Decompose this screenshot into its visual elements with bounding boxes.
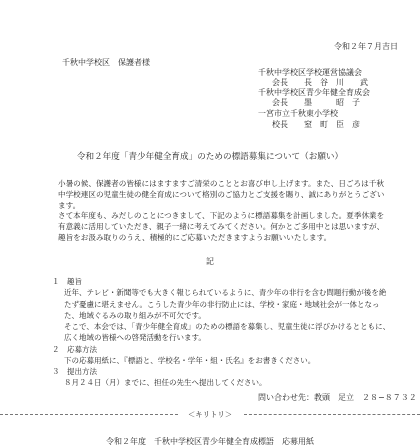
recipient: 千秋中学校区 保護者様: [62, 58, 150, 67]
cut-label: ＜キリトリ＞: [187, 410, 233, 419]
contact-info: 問い合わせ先：教頭 足立 ２８−８７３２: [258, 393, 417, 402]
sender-line: 千秋中学校区青少年健全育成会: [258, 88, 370, 97]
item-text: ８月２４日（月）までに、担任の先生へ提出してください。: [64, 378, 267, 388]
item-text: そこで、本会では、「青少年健全育成」のための標語を募集し、児童生徒に浮びかけるとともに、広く地域の皆様への啓発活動を行います。: [64, 322, 391, 343]
document-date: 令和２年７月吉日: [334, 42, 398, 51]
sender-line: 千秋中学校区学校運営協議会: [258, 68, 362, 77]
item-heading: ２ 応募方法: [52, 344, 97, 354]
body-paragraph: 小暑の候、保護者の皆様にはますますご清栄のこととお喜び申し上げます。また、日ごろは千秋中学校連区の児童生徒の健全育成について格別のご協力とご支援を賜り、誠にありがとうございます。: [58, 179, 385, 211]
form-title: 令和２年度 千秋中学校区青少年健全育成標語 応募用紙: [106, 437, 314, 446]
ki-heading: 記: [206, 257, 214, 266]
item-heading: １ 趣旨: [52, 277, 82, 286]
item-list: [52, 276, 392, 389]
cut-line-right: [244, 414, 420, 415]
sender-line: 会長 墨 昭 子: [272, 98, 360, 107]
item-text: 近年、テレビ・新聞等でも大きく報じられているように、青少年の非行を含む問題行動が後を絶たず憂慮に堪えません。こうした青少年の非行防止には、学校・家庭・地域社会が一体となった、地域ぐるみの取り組みが不可欠です。: [64, 288, 387, 320]
sender-line: 会長 長 谷 川 武: [272, 78, 368, 87]
document-title: 令和２年度「青少年健全育成」のための標語募集について（お願い）: [76, 152, 344, 162]
sender-line: 校長 窒 町 臣 彦: [272, 120, 360, 129]
body-paragraph: さて本年度も、みだしのことにつきまして、下記のように標語募集を計画しました。夏季休業を有意義に活用していただき、親子一緒に考えてみてください。何かとご多用中とは思いますが、趣旨をお汲み取りのうえ、積極的にご応募いただきますようお願いいたします。: [58, 211, 385, 243]
item-text: 下の応募用紙に、『標語と、学校名・学年・組・氏名』をお書きください。: [64, 355, 316, 365]
sender-line: 一宮市立千秋東小学校: [258, 109, 338, 118]
item-heading: ３ 提出方法: [52, 367, 97, 376]
